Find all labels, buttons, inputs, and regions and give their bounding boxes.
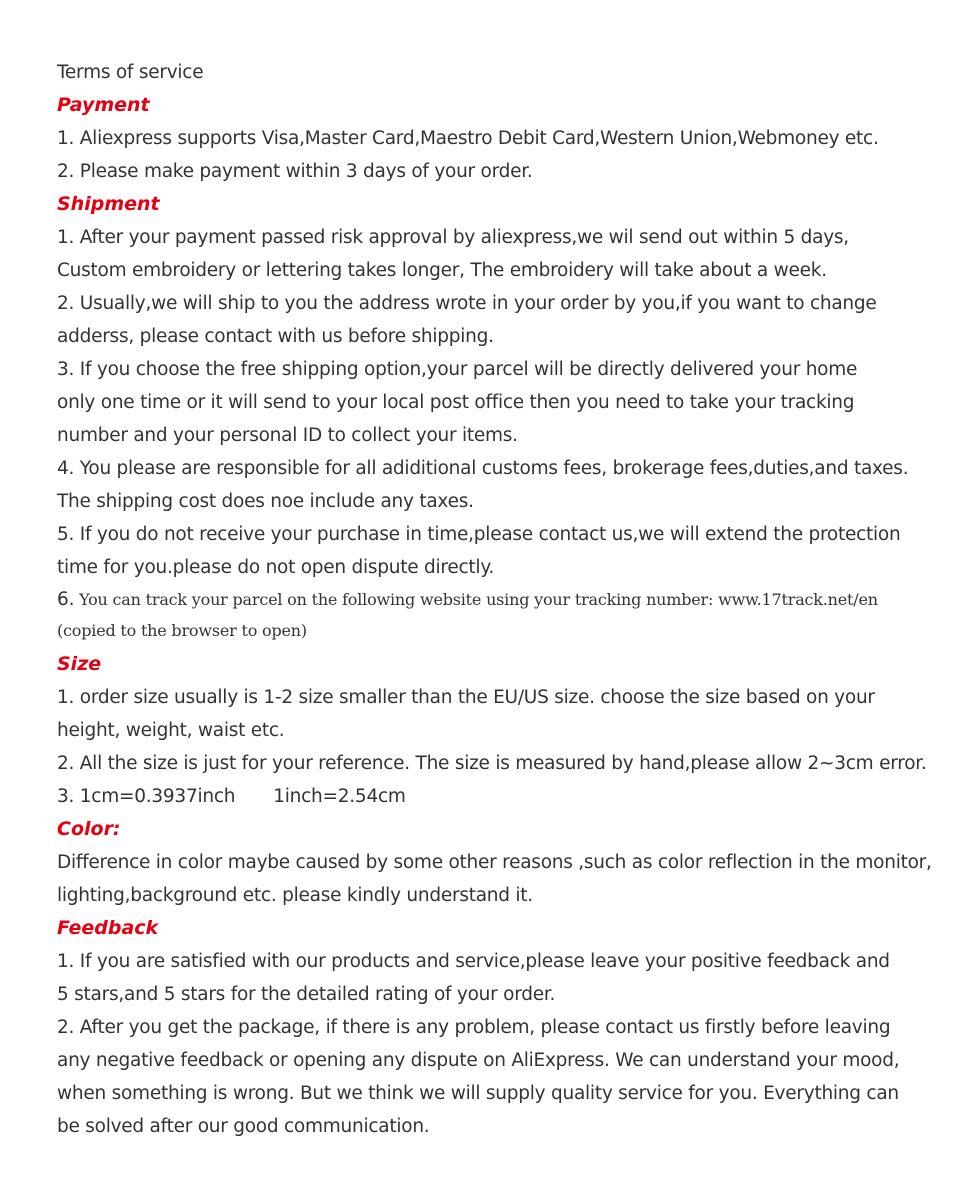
feedback-line: when something is wrong. But we think we will supply quality service for you. Everything can: [57, 1083, 899, 1104]
shipment-line: 3. If you choose the free shipping option,your parcel will be directly delivered your home: [57, 359, 858, 380]
color-line: Difference in color maybe caused by some other reasons ,such as color reflection in the monitor,: [57, 852, 932, 873]
payment-heading: Payment: [57, 94, 150, 116]
feedback-heading: Feedback: [57, 917, 159, 939]
tracking-info-text: You can track your parcel on the following website using your tracking number: www.17track.net/en: [74, 590, 878, 609]
size-line: height, weight, waist etc.: [57, 720, 285, 741]
shipment-line: 5. If you do not receive your purchase in time,please contact us,we will extend the protection: [57, 524, 901, 545]
shipment-line: number and your personal ID to collect your items.: [57, 425, 518, 446]
inch-to-cm: 1inch=2.54cm: [273, 786, 406, 807]
color-heading: Color:: [57, 818, 121, 840]
feedback-line: 2. After you get the package, if there is any problem, please contact us firstly before leaving: [57, 1017, 891, 1038]
shipment-line: 4. You please are responsible for all adiditional customs fees, brokerage fees,duties,and taxes.: [57, 458, 909, 479]
feedback-line: 1. If you are satisfied with our products and service,please leave your positive feedback and: [57, 951, 890, 972]
feedback-line: be solved after our good communication.: [57, 1116, 430, 1137]
size-heading: Size: [57, 653, 102, 675]
document-title: Terms of service: [57, 62, 204, 83]
feedback-line: any negative feedback or opening any dispute on AliExpress. We can understand your mood,: [57, 1050, 900, 1071]
payment-line: 2. Please make payment within 3 days of your order.: [57, 161, 533, 182]
shipment-line: The shipping cost does noe include any taxes.: [57, 491, 474, 512]
tracking-info-line: [57, 584, 937, 615]
tracking-item-number: 6.: [57, 589, 75, 610]
shipment-line: 1. After your payment passed risk approval by aliexpress,we wil send out within 5 days,: [57, 227, 849, 248]
terms-of-service-document: [57, 56, 937, 1143]
cm-to-inch: 3. 1cm=0.3937inch: [57, 786, 236, 807]
color-line: lighting,background etc. please kindly understand it.: [57, 885, 533, 906]
shipment-line: 2. Usually,we will ship to you the address wrote in your order by you,if you want to change: [57, 293, 877, 314]
shipment-line: adderss, please contact with us before shipping.: [57, 326, 494, 347]
shipment-line: only one time or it will send to your local post office then you need to take your tracking: [57, 392, 855, 413]
size-line: 2. All the size is just for your reference. The size is measured by hand,please allow 2~3cm error.: [57, 753, 927, 774]
tracking-note: (copied to the browser to open): [57, 621, 307, 640]
feedback-line: 5 stars,and 5 stars for the detailed rating of your order.: [57, 984, 556, 1005]
shipment-line: time for you.please do not open dispute directly.: [57, 557, 495, 578]
size-conversion-line: [57, 780, 937, 813]
shipment-line: Custom embroidery or lettering takes longer, The embroidery will take about a week.: [57, 260, 827, 281]
payment-line: 1. Aliexpress supports Visa,Master Card,Maestro Debit Card,Western Union,Webmoney etc.: [57, 128, 879, 149]
size-line: 1. order size usually is 1-2 size smaller than the EU/US size. choose the size based on your: [57, 687, 875, 708]
shipment-heading: Shipment: [57, 193, 160, 215]
